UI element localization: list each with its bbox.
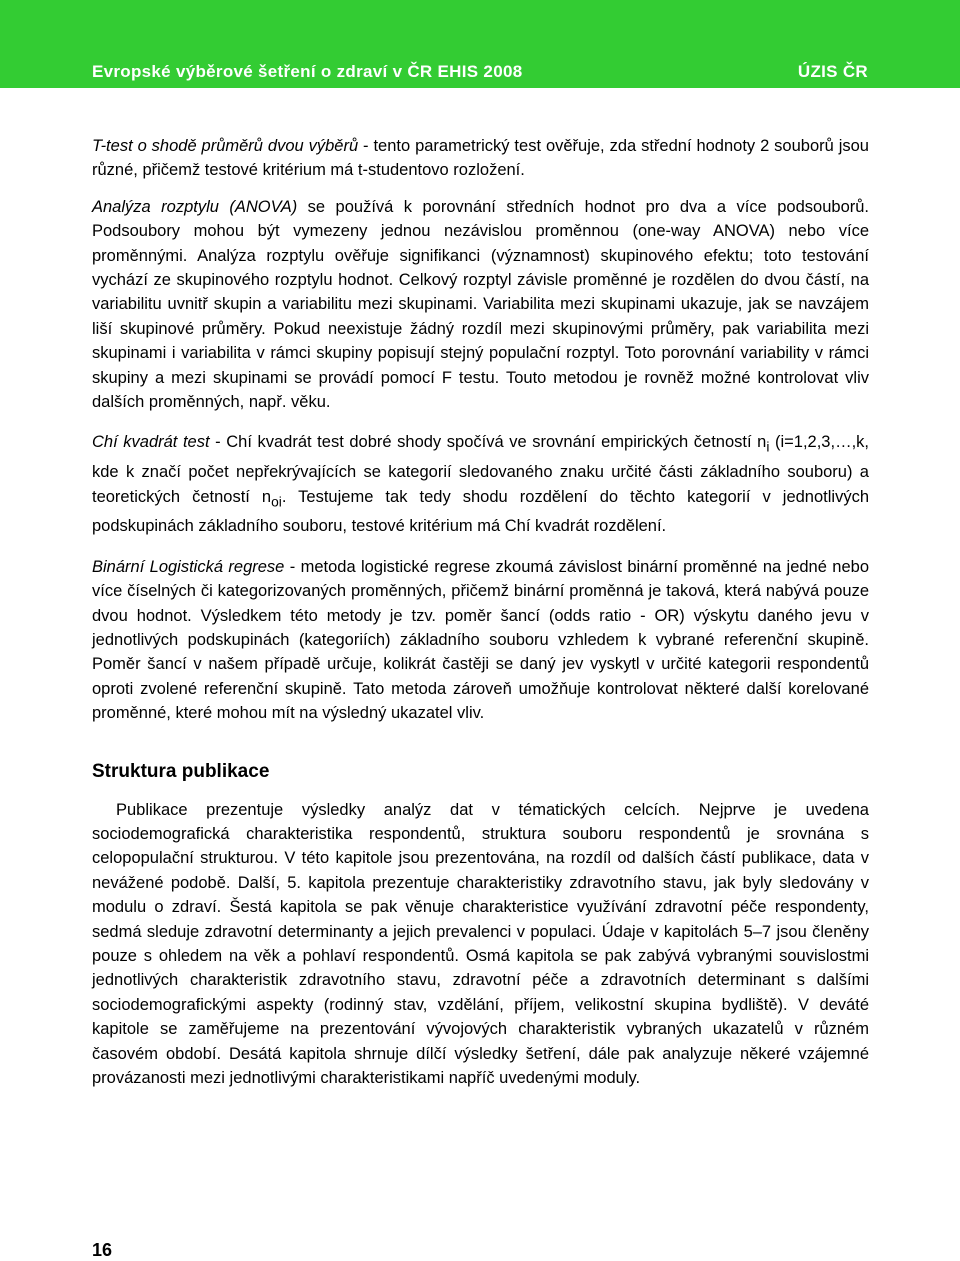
page-header	[0, 0, 960, 88]
page-content	[92, 134, 869, 1106]
paragraph-logit	[92, 555, 869, 726]
header-title: Evropské výběrové šetření o zdraví v ČR EHIS 2008	[92, 62, 523, 81]
page-number: 16	[92, 1240, 113, 1260]
logit-text: - metoda logistické regrese zkoumá závislost binární proměnné na jedné nebo více číselných či kategorizovaných proměnných, přičemž binární proměnná je taková, která nabývá pouze dvou hodnot. Výsledkem této metody je tzv. poměr šancí (odds ratio - OR) výskytu daného jevu v jednotlivých podskupinách (kategoriích) základního souboru vzhledem k vybrané referenční skupině. Poměr šancí v našem případě určuje, kolikrát častěji se daný jev vyskytl v určité kategorii respondentů oproti zvolené referenční skupině. Tato metoda zároveň umožňuje kontrolovat některé další korelované proměnné, které mohou mít na výsledný ukazatel vliv.	[92, 557, 869, 723]
chi-text-c: . Testujeme tak tedy shodu rozdělení do těchto kategorií v jednotlivých podskupinách základního souboru, testové kritérium má Chí kvadrát rozdělení.	[92, 487, 869, 536]
section-heading: Struktura publikace	[92, 760, 270, 782]
chi-sub-i: i	[766, 439, 770, 455]
ttest-text: - tento parametrický test ověřuje, zda střední hodnoty 2 souborů jsou různé, přičemž testové kritérium má t-studentovo rozložení.	[92, 137, 869, 180]
term-ttest: T-test o shodě průměrů dvou výběrů	[92, 137, 359, 155]
anova-text: se používá k porovnání středních hodnot pro dva a více podsouborů. Podsoubory mohou být vymezeny jednou nezávislou proměnnou (one-way ANOVA) nebo více proměnnými. Analýza rozptylu ověřuje signifikanci (významnost) skupinového efektu; toto testování vychází ze skupinového rozptylu hodnot. Celkový rozptyl závisle proměnné je rozdělen do dvou částí, na variabilitu uvnitř skupin a variabilitu mezi skupinami. Variabilita mezi skupinami ukazuje, jak se navzájem liší skupinové průměry. Pokud neexistuje žádný rozdíl mezi skupinovými průměry, pak variabilita mezi skupinami i variabilita v rámci skupiny popisují stejný populační rozptyl. Toto porovnání variability v rámci skupiny a mezi skupinami se provádí pomocí F testu. Touto metodou je rovněž možné kontrolovat vliv dalších proměnných, např. věku.	[92, 197, 869, 412]
header-org: ÚZIS ČR	[797, 62, 868, 81]
paragraph-ttest	[92, 134, 869, 183]
paragraph-chi	[92, 430, 869, 538]
term-logit: Binární Logistická regrese	[92, 557, 285, 576]
paragraph-anova	[92, 195, 869, 415]
paragraph-structure: Publikace prezentuje výsledky analýz dat v tématických celcích. Nejprve je uvedena sociodemografická charakteristika respondentů, struktura souboru respondentů je srovnána s celopopulační strukturou. V této kapitole jsou prezentována, na rozdíl od dalších částí publikace, data v nevážené podobě. Další, 5. kapitola prezentuje charakteristiky zdravotního stavu, jak byly sledovány v modulu o zdraví. Šestá kapitola se pak věnuje charakteristice využívání zdravotní péče respondenty, sedmá sleduje zdravotní determinanty a jejich prevalenci v populaci. Údaje v kapitolách 5–7 jsou členěny pouze s ohledem na věk a pohlaví respondentů. Osmá kapitola se pak zabývá vybranými souvislostmi jednotlivých charakteristik zdravotního stavu, zdravotní péče a zdravotních determinant s dalšími sociodemografickými aspekty (rodinný stav, vzdělání, příjem, velikostní skupina bydliště). V deváté kapitole se zaměřujeme na prezentování vývojových charakteristik vybraných ukazatelů v různém časovém období. Desátá kapitola shrnuje dílčí výsledky šetření, dále pak analyzuje někeré vzájemné provázanosti mezi jednotlivými charakteristikami napříč uvedenými moduly.	[92, 800, 869, 1087]
term-chi: Chí kvadrát test	[92, 433, 210, 452]
chi-text-a: - Chí kvadrát test dobré shody spočívá ve srovnání empirických četností n	[209, 433, 767, 452]
chi-sub-oi: oi	[271, 493, 282, 509]
term-anova: Analýza rozptylu (ANOVA)	[92, 197, 298, 216]
chi-text-b: (i=1,2,3,…,k, kde k značí počet nepřekrývajících se kategorií sledovaného znaku určité části základního souboru) a teoretických četností n	[92, 433, 869, 506]
